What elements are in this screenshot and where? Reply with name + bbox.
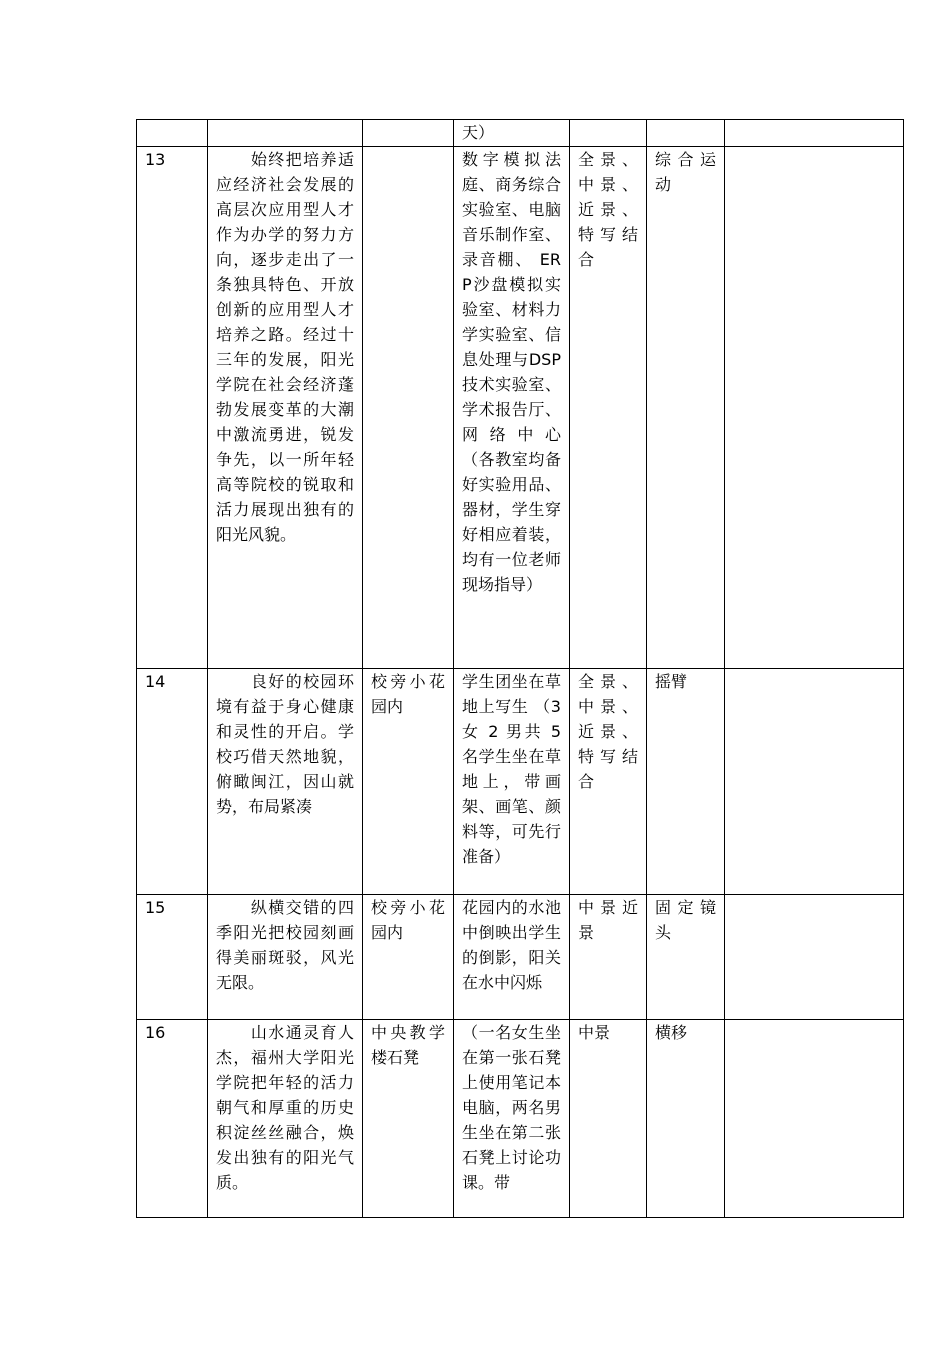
camera-move-cell [647,669,725,895]
shot-number-cell [137,895,208,1020]
narration-cell [208,1020,363,1218]
note-cell [725,895,904,1020]
shot-size-text: 全景、中景、近景、特写结合 [578,150,638,269]
shot-size-text: 中景 [578,1023,611,1042]
shot-number-cell [137,147,208,669]
shot-size-cell [570,1020,647,1218]
shot-size-cell [570,669,647,895]
table-row [137,147,904,669]
camera-move-text: 固定镜头 [655,898,716,942]
content-text: 天） [462,123,495,142]
narration-text: 良好的校园环境有益于身心健康和灵性的开启。学校巧借天然地貌，俯瞰闽江，因山就势，布局紧凑 [216,672,354,816]
note-cell [725,147,904,669]
location-cell [363,1020,454,1218]
narration-text: 山水通灵育人杰，福州大学阳光学院把年轻的活力朝气和厚重的历史积淀丝丝融合，焕发出独有的阳光气质。 [216,1023,354,1192]
location-text: 校旁小花园内 [371,898,445,942]
shot-size-cell [570,895,647,1020]
table-row [137,120,904,147]
content-text: 花园内的水池中倒映出学生的倒影，阳关在水中闪烁 [462,898,561,992]
shot-size-cell [570,120,647,147]
shot-number-cell [137,1020,208,1218]
camera-move-cell [647,120,725,147]
camera-move-text: 摇臂 [655,672,688,691]
narration-cell [208,147,363,669]
table-row [137,1020,904,1218]
narration-cell [208,669,363,895]
location-text: 校旁小花园内 [371,672,445,716]
location-text: 中央教学楼石凳 [371,1023,445,1067]
narration-cell [208,120,363,147]
narration-text: 纵横交错的四季阳光把校园刻画得美丽斑驳，风光无限。 [216,898,354,992]
shot-size-text: 中景近景 [578,898,638,942]
camera-move-text: 横移 [655,1023,688,1042]
shot-number: 16 [145,1023,166,1042]
shot-size-cell [570,147,647,669]
location-cell [363,895,454,1020]
content-cell [454,1020,570,1218]
content-cell [454,895,570,1020]
content-cell [454,669,570,895]
table-row [137,669,904,895]
content-text: 学生团坐在草地上写生 （3 女 2 男共 5 名学生坐在草地上，带画架、画笔、颜料等，可先行准备） [462,672,561,866]
content-cell [454,120,570,147]
camera-move-cell [647,895,725,1020]
shot-number: 14 [145,672,166,691]
shot-number-cell [137,120,208,147]
location-cell [363,147,454,669]
content-cell [454,147,570,669]
table-row [137,895,904,1020]
location-cell [363,120,454,147]
shot-number: 15 [145,898,166,917]
shot-number-cell [137,669,208,895]
camera-move-cell [647,147,725,669]
location-cell [363,669,454,895]
note-cell [725,669,904,895]
narration-text: 始终把培养适应经济社会发展的高层次应用型人才作为办学的努力方向，逐步走出了一条独具特色、开放创新的应用型人才培养之路。经过十三年的发展，阳光学院在社会经济蓬勃发展变革的大潮中激流勇进，锐发争先，以一所年轻高等院校的锐取和活力展现出独有的阳光风貌。 [216,150,354,544]
narration-cell [208,895,363,1020]
shooting-script-table [136,119,904,1218]
content-text: 数字模拟法庭、商务综合实验室、电脑音乐制作室、录音棚、 ERP沙盘模拟实验室、材料力学实验室、信息处理与DSP技术实验室、学术报告厅、网络中心 （各教室均备好实验用品、器材，学生穿好相应着装，均有一位老师现场指导） [462,150,561,594]
content-text: （一名女生坐在第一张石凳上使用笔记本电脑，两名男生坐在第二张石凳上讨论功课。带 [462,1023,561,1192]
shot-size-text: 全景、中景、近景、特写结合 [578,672,638,791]
note-cell [725,1020,904,1218]
camera-move-text: 综合运动 [655,150,716,194]
note-cell [725,120,904,147]
camera-move-cell [647,1020,725,1218]
shot-number: 13 [145,150,166,169]
